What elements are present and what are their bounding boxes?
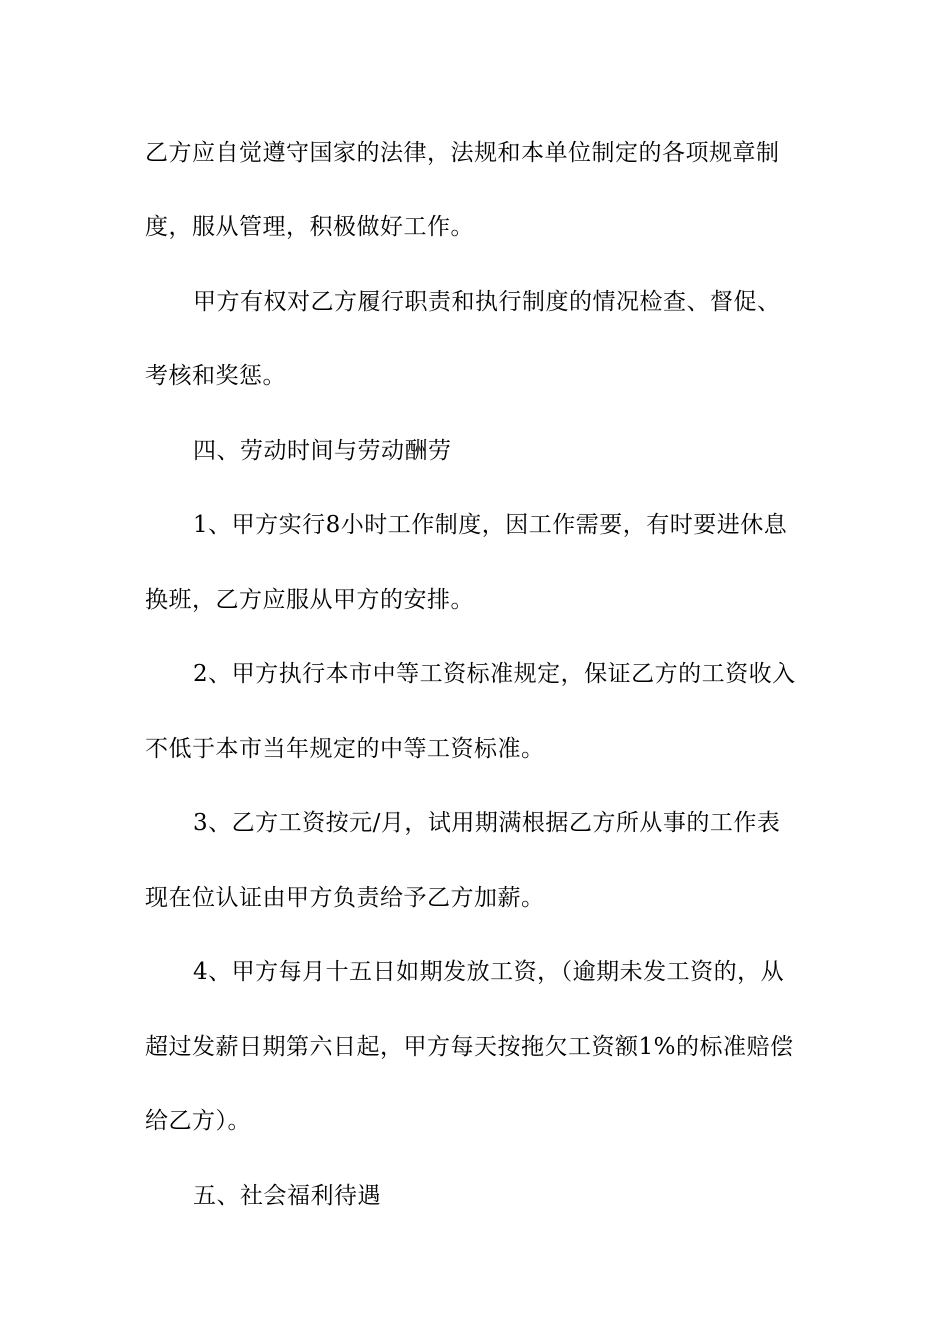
paragraph-line-7: 换班，乙方应服从甲方的安排。 <box>145 587 474 613</box>
paragraph-line-11: 现在位认证由甲方负责给予乙方加薪。 <box>145 885 545 911</box>
paragraph-line-8: 2、甲方执行本市中等工资标准规定，保证乙方的工资收入 <box>193 661 796 687</box>
paragraph-line-14: 给乙方）。 <box>145 1108 251 1134</box>
paragraph-line-4: 考核和奖惩。 <box>145 363 286 389</box>
paragraph-line-3: 甲方有权对乙方履行职责和执行制度的情况检查、督促、 <box>193 289 781 315</box>
paragraph-line-1: 乙方应自觉遵守国家的法律，法规和本单位制定的各项规章制 <box>145 140 780 166</box>
paragraph-line-10: 3、乙方工资按元/月，试用期满根据乙方所从事的工作表 <box>193 810 781 836</box>
paragraph-line-2: 度，服从管理，积极做好工作。 <box>145 214 474 240</box>
section-heading-4: 四、劳动时间与劳动酬劳 <box>193 438 452 464</box>
paragraph-line-12: 4、甲方每月十五日如期发放工资，（逾期未发工资的，从 <box>193 959 785 985</box>
section-heading-5: 五、社会福利待遇 <box>193 1183 381 1209</box>
paragraph-line-9: 不低于本市当年规定的中等工资标准。 <box>145 736 545 762</box>
paragraph-line-13: 超过发薪日期第六日起，甲方每天按拖欠工资额1%的标准赔偿 <box>145 1034 794 1060</box>
paragraph-line-6: 1、甲方实行8小时工作制度，因工作需要，有时要进休息 <box>193 512 788 538</box>
